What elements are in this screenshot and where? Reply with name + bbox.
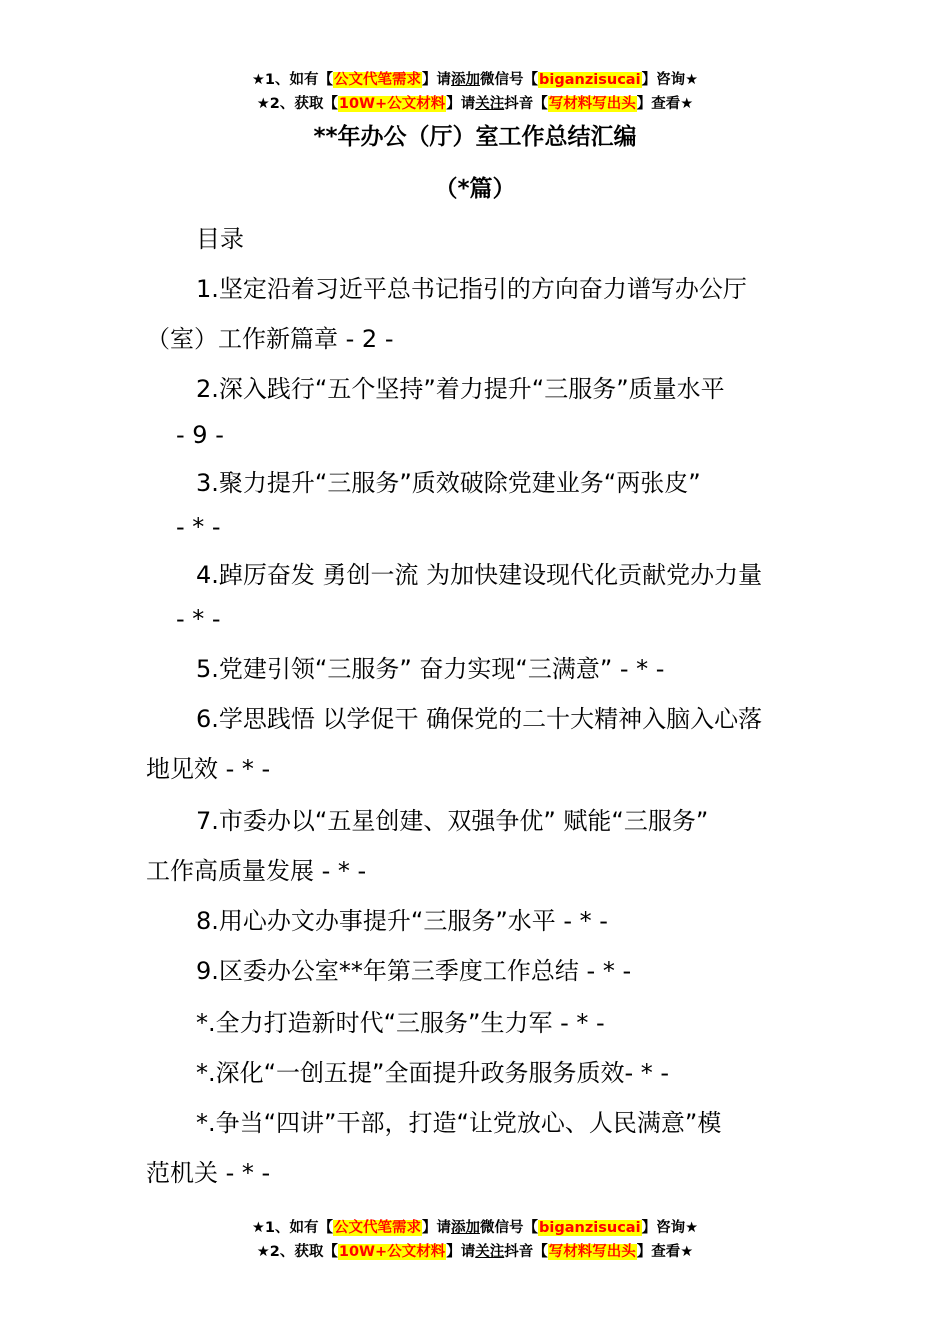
banner-line-2: [0, 92, 950, 116]
toc-heading: 目录: [196, 225, 244, 253]
banner-line-2: [0, 1240, 950, 1264]
document-subtitle: （*篇）: [434, 176, 516, 202]
banner-highlight: 公文代笔需求: [334, 72, 422, 88]
banner-highlight: biganzisucai: [539, 72, 641, 88]
banner-text: ★2、获取【: [256, 1244, 338, 1260]
document-title: **年办公（厅）室工作总结汇编: [313, 124, 637, 150]
banner-underlined-text: 添加: [451, 72, 481, 88]
banner-highlight: 写材料写出头: [548, 1244, 636, 1260]
toc-entry-line: （室）工作新篇章 - 2 -: [146, 325, 394, 353]
toc-entry-line: 7.市委办以“五星创建、双强争优” 赋能“三服务”: [196, 807, 709, 835]
banner-text: 】请: [446, 96, 476, 112]
banner-text: 】查看★: [636, 1244, 694, 1260]
banner-text: 】咨询★: [641, 72, 699, 88]
toc-entry-line: 1.坚定沿着习近平总书记指引的方向奋力谱写办公厅: [196, 275, 747, 303]
banner-text: 】请: [446, 1244, 476, 1260]
toc-entry-line: - * -: [176, 605, 221, 633]
toc-entry-line: 范机关 - * -: [146, 1159, 271, 1187]
footer-banner: [0, 1216, 950, 1264]
toc-entry-line: 9.区委办公室**年第三季度工作总结 - * -: [196, 957, 632, 985]
toc-entry-line: - * -: [176, 513, 221, 541]
banner-text: 】请: [422, 1220, 452, 1236]
toc-entry-line: *.全力打造新时代“三服务”生力军 - * -: [196, 1009, 605, 1037]
banner-text: 】咨询★: [641, 1220, 699, 1236]
banner-text: 微信号【: [480, 1220, 539, 1236]
toc-entry-line: 地见效 - * -: [146, 755, 271, 783]
banner-underlined-text: 添加: [451, 1220, 481, 1236]
toc-entry-line: 3.聚力提升“三服务”质效破除党建业务“两张皮”: [196, 469, 701, 497]
banner-underlined-text: 关注: [475, 96, 505, 112]
banner-text: ★2、获取【: [256, 96, 338, 112]
banner-text: ★1、如有【: [251, 1220, 334, 1236]
banner-text: 微信号【: [480, 72, 539, 88]
banner-line-1: [0, 1216, 950, 1240]
banner-highlight: biganzisucai: [539, 1220, 641, 1236]
banner-highlight: 10W+公文材料: [338, 96, 446, 112]
banner-highlight: 10W+公文材料: [338, 1244, 446, 1260]
banner-text: 】请: [422, 72, 452, 88]
banner-underlined-text: 关注: [475, 1244, 505, 1260]
toc-entry-line: 4.踔厉奋发 勇创一流 为加快建设现代化贡献党办力量: [196, 561, 763, 589]
banner-text: 抖音【: [504, 1244, 548, 1260]
banner-text: ★1、如有【: [251, 72, 334, 88]
toc-entry-line: 8.用心办文办事提升“三服务”水平 - * -: [196, 907, 608, 935]
banner-highlight: 写材料写出头: [548, 96, 636, 112]
toc-entry-line: - 9 -: [176, 421, 224, 449]
toc-entry-line: *.深化“一创五提”全面提升政务服务质效- * -: [196, 1059, 670, 1087]
toc-entry-line: 6.学思践悟 以学促干 确保党的二十大精神入脑入心落: [196, 705, 763, 733]
toc-entry-line: *.争当“四讲”干部，打造“让党放心、人民满意”模: [196, 1109, 722, 1137]
banner-line-1: [0, 68, 950, 92]
banner-text: 】查看★: [636, 96, 694, 112]
banner-highlight: 公文代笔需求: [334, 1220, 422, 1236]
banner-text: 抖音【: [504, 96, 548, 112]
header-banner: [0, 68, 950, 116]
toc-entry-line: 5.党建引领“三服务” 奋力实现“三满意” - * -: [196, 655, 665, 683]
toc-entry-line: 工作高质量发展 - * -: [146, 857, 367, 885]
toc-entry-line: 2.深入践行“五个坚持”着力提升“三服务”质量水平: [196, 375, 725, 403]
